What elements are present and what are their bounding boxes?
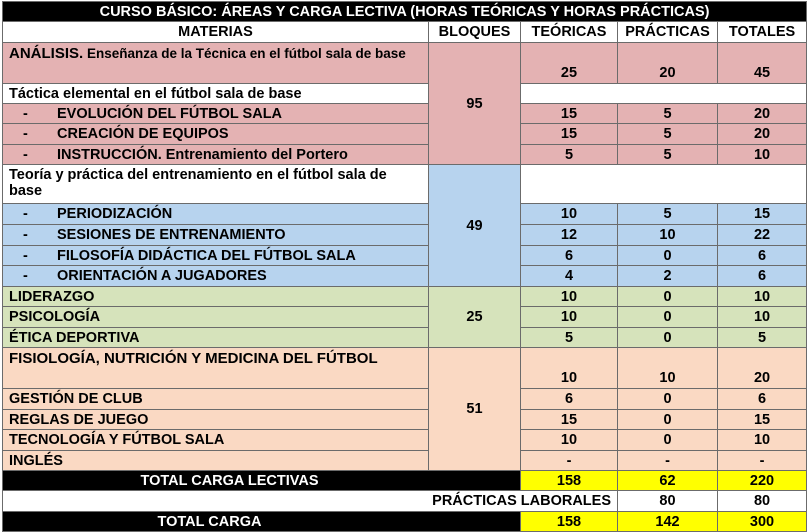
totals-lectivas-teoricas: 158 xyxy=(521,471,618,491)
item-name: PSICOLOGÍA xyxy=(3,307,429,328)
item-teoricas: 10 xyxy=(521,348,618,389)
item-name: INGLÉS xyxy=(3,451,429,471)
bloque-25: 25 xyxy=(429,287,521,348)
item-name-cell: - SESIONES DE ENTRENAMIENTO xyxy=(3,225,429,246)
item-practicas: 5 xyxy=(618,104,718,124)
item-teoricas: 5 xyxy=(521,328,618,348)
totals-lectivas-practicas: 62 xyxy=(618,471,718,491)
item-totales: 15 xyxy=(718,410,807,430)
analisis-totales: 45 xyxy=(718,43,807,84)
totals-lectivas-label: TOTAL CARGA LECTIVAS xyxy=(3,471,521,491)
item-totales: 22 xyxy=(718,225,807,246)
table-row xyxy=(3,348,807,389)
item-teoricas: - xyxy=(521,451,618,471)
item-totales: 6 xyxy=(718,246,807,266)
analisis-name-main: ANÁLISIS. xyxy=(9,45,84,62)
course-table xyxy=(2,1,807,532)
item-name: LIDERAZGO xyxy=(3,287,429,307)
totals-lectivas-totales: 220 xyxy=(718,471,807,491)
item-teoricas: 15 xyxy=(521,104,618,124)
item-practicas: 2 xyxy=(618,266,718,287)
item-totales: 10 xyxy=(718,307,807,328)
totals-carga-teoricas: 158 xyxy=(521,512,618,532)
item-teoricas: 10 xyxy=(521,307,618,328)
item-practicas: 5 xyxy=(618,145,718,165)
item-name: PERIODIZACIÓN xyxy=(57,206,173,222)
item-name-cell: - INSTRUCCIÓN. Entrenamiento del Portero xyxy=(3,145,429,165)
item-name: SESIONES DE ENTRENAMIENTO xyxy=(57,227,286,243)
title-row xyxy=(3,2,807,22)
item-totales: 20 xyxy=(718,348,807,389)
table-row xyxy=(3,451,807,471)
header-row xyxy=(3,22,807,43)
analisis-practicas: 20 xyxy=(618,43,718,84)
table-row xyxy=(3,43,807,84)
totals-lectivas-row xyxy=(3,471,807,491)
item-teoricas: 15 xyxy=(521,124,618,145)
table-row xyxy=(3,430,807,451)
item-totales: - xyxy=(718,451,807,471)
item-practicas: 0 xyxy=(618,287,718,307)
bloque-95: 95 xyxy=(429,43,521,165)
item-practicas: 0 xyxy=(618,328,718,348)
totals-carga-totales: 300 xyxy=(718,512,807,532)
bloque-49: 49 xyxy=(429,165,521,287)
item-name-cell: - PERIODIZACIÓN xyxy=(3,204,429,225)
table-row xyxy=(3,225,807,246)
item-name: ÉTICA DEPORTIVA xyxy=(3,328,429,348)
table-row xyxy=(3,124,807,145)
header-practicas: PRÁCTICAS xyxy=(618,22,718,43)
item-teoricas: 10 xyxy=(521,204,618,225)
table-row xyxy=(3,307,807,328)
teoria-subheading: Teoría y práctica del entrenamiento en el fútbol sala de base xyxy=(3,165,429,204)
totals-carga-practicas: 142 xyxy=(618,512,718,532)
totals-carga-label: TOTAL CARGA xyxy=(3,512,521,532)
analisis-cell xyxy=(3,43,429,84)
item-name: REGLAS DE JUEGO xyxy=(3,410,429,430)
item-name: CREACIÓN DE EQUIPOS xyxy=(57,126,229,142)
table-row xyxy=(3,84,807,104)
item-totales: 15 xyxy=(718,204,807,225)
table-row xyxy=(3,145,807,165)
totals-carga-row xyxy=(3,512,807,532)
item-teoricas: 6 xyxy=(521,389,618,410)
item-practicas: 10 xyxy=(618,348,718,389)
table-row xyxy=(3,410,807,430)
item-totales: 20 xyxy=(718,124,807,145)
item-name: EVOLUCIÓN DEL FÚTBOL SALA xyxy=(57,105,283,122)
item-totales: 6 xyxy=(718,266,807,287)
item-teoricas: 10 xyxy=(521,287,618,307)
item-name: FILOSOFÍA DIDÁCTICA DEL FÚTBOL SALA xyxy=(57,247,356,264)
item-name: TECNOLOGÍA Y FÚTBOL SALA xyxy=(3,430,429,451)
item-practicas: 5 xyxy=(618,204,718,225)
header-teoricas: TEÓRICAS xyxy=(521,22,618,43)
item-practicas: 5 xyxy=(618,124,718,145)
item-teoricas: 6 xyxy=(521,246,618,266)
item-teoricas: 5 xyxy=(521,145,618,165)
table-row xyxy=(3,287,807,307)
table-title: CURSO BÁSICO: ÁREAS Y CARGA LECTIVA (HORAS TEÓRICAS Y HORAS PRÁCTICAS) xyxy=(3,2,807,22)
item-totales: 10 xyxy=(718,145,807,165)
item-practicas: 0 xyxy=(618,430,718,451)
item-name-cell: - ORIENTACIÓN A JUGADORES xyxy=(3,266,429,287)
header-bloques: BLOQUES xyxy=(429,22,521,43)
analisis-name-rest: Enseñanza de la Técnica en el fútbol sala de base xyxy=(83,46,406,61)
item-practicas: 0 xyxy=(618,246,718,266)
item-name-cell: - CREACIÓN DE EQUIPOS xyxy=(3,124,429,145)
table-row xyxy=(3,328,807,348)
table-row xyxy=(3,204,807,225)
bloque-51: 51 xyxy=(429,348,521,471)
item-teoricas: 4 xyxy=(521,266,618,287)
item-name-cell: - FILOSOFÍA DIDÁCTICA DEL FÚTBOL SALA xyxy=(3,246,429,266)
item-name: GESTIÓN DE CLUB xyxy=(3,389,429,410)
table-row xyxy=(3,104,807,124)
table-row xyxy=(3,165,807,204)
item-practicas: 0 xyxy=(618,307,718,328)
item-totales: 6 xyxy=(718,389,807,410)
totals-laborales-row xyxy=(3,491,807,512)
totals-laborales-label: PRÁCTICAS LABORALES xyxy=(3,491,618,512)
item-name: INSTRUCCIÓN. Entrenamiento del Portero xyxy=(57,146,348,163)
item-practicas: 0 xyxy=(618,410,718,430)
table-row xyxy=(3,389,807,410)
item-teoricas: 15 xyxy=(521,410,618,430)
header-totales: TOTALES xyxy=(718,22,807,43)
item-totales: 5 xyxy=(718,328,807,348)
item-name: ORIENTACIÓN A JUGADORES xyxy=(57,268,267,284)
item-practicas: - xyxy=(618,451,718,471)
item-totales: 20 xyxy=(718,104,807,124)
item-totales: 10 xyxy=(718,430,807,451)
header-materias: MATERIAS xyxy=(3,22,429,43)
item-teoricas: 10 xyxy=(521,430,618,451)
item-totales: 10 xyxy=(718,287,807,307)
item-name-cell: - EVOLUCIÓN DEL FÚTBOL SALA xyxy=(3,104,429,124)
item-practicas: 0 xyxy=(618,389,718,410)
item-practicas: 10 xyxy=(618,225,718,246)
table-row xyxy=(3,246,807,266)
item-name: FISIOLOGÍA, NUTRICIÓN Y MEDICINA DEL FÚTBOL xyxy=(3,348,429,389)
tactica-subheading: Táctica elemental en el fútbol sala de base xyxy=(3,84,429,104)
analisis-teoricas: 25 xyxy=(521,43,618,84)
table-row xyxy=(3,266,807,287)
totals-laborales-practicas: 80 xyxy=(618,491,718,512)
totals-laborales-totales: 80 xyxy=(718,491,807,512)
item-teoricas: 12 xyxy=(521,225,618,246)
